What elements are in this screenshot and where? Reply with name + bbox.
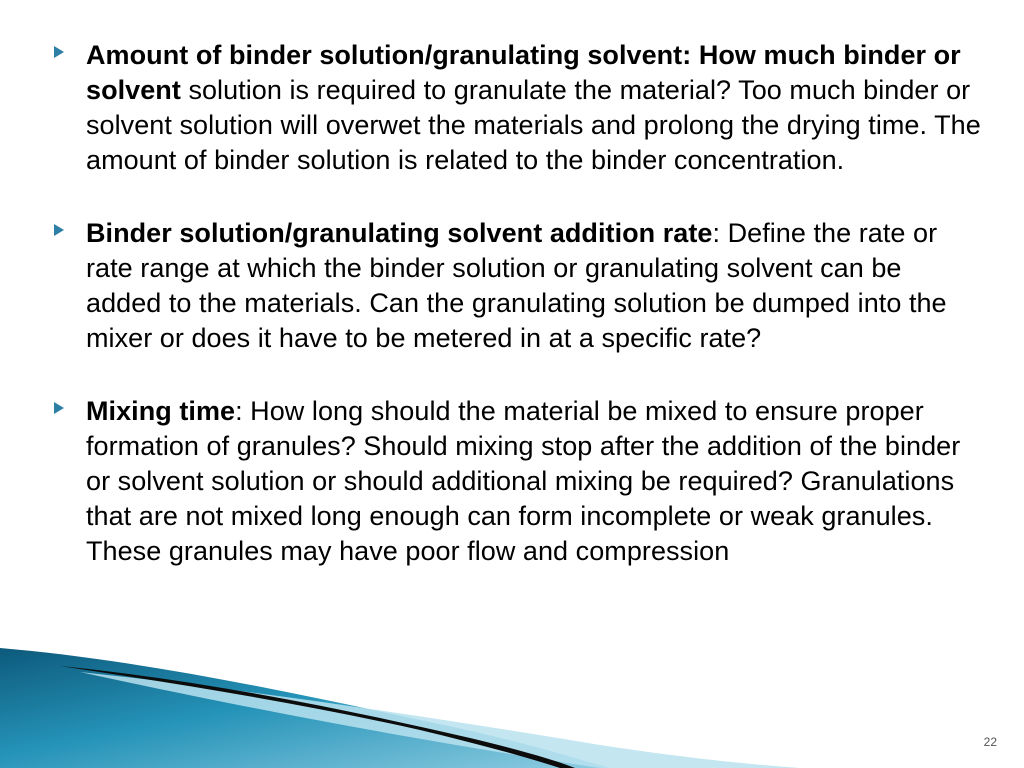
triangle-bullet-icon xyxy=(54,38,86,58)
bullet-text xyxy=(86,38,984,178)
slide-content xyxy=(54,38,984,607)
bullet-item-mixing-time xyxy=(54,394,984,569)
bullet-item-binder-amount xyxy=(54,38,984,178)
bullet-body: : Define the rate or rate range at which the binder solution or granulating solvent can be added to the materials. Can the granulating solution be dumped into the mixer or does it have to be metered in at a specific rate? xyxy=(86,218,947,353)
triangle-bullet-icon xyxy=(54,216,86,236)
bullet-heading: Binder solution/granulating solvent addition rate xyxy=(86,218,713,248)
bullet-body: solution is required to granulate the material? Too much binder or solvent solution will overwet the materials and prolong the drying time. The amount of binder solution is related to the binder concentration. xyxy=(86,75,981,175)
triangle-bullet-icon xyxy=(54,394,86,414)
bullet-text xyxy=(86,216,984,356)
bullet-item-addition-rate xyxy=(54,216,984,356)
bullet-heading: Mixing time xyxy=(86,396,236,426)
bullet-heading: Amount of binder solution/granulating solvent: How much binder or solvent xyxy=(86,40,961,105)
bullet-text xyxy=(86,394,984,569)
slide-number: 22 xyxy=(983,735,997,749)
bullet-body: : How long should the material be mixed to ensure proper formation of granules? Should mixing stop after the addition of the binder or solvent solution or should additional mixing be required? Granulations that are not mixed long enough can form incomplete or weak granules. These granules may have poor flow and compression xyxy=(86,396,961,566)
